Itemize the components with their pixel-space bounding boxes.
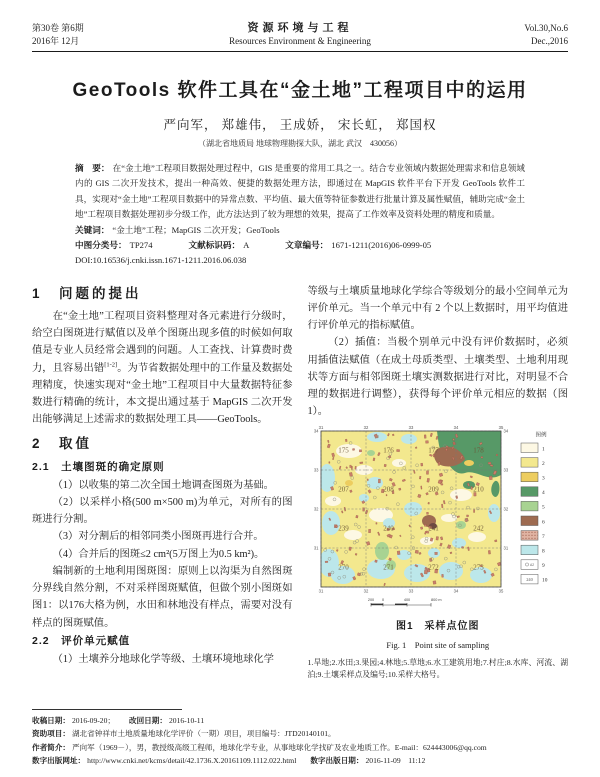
journal-name-en: Resources Environment & Engineering — [229, 36, 371, 46]
publish-date: 2016-11-09 11:12 — [365, 755, 426, 765]
svg-text:1: 1 — [541, 446, 545, 453]
article-no-label: 文章编号： — [285, 240, 329, 251]
fund-text: 湖北省钟祥市土地质量地球化学评价（一期）项目，项目编号：JTD20140101。 — [71, 729, 336, 739]
fund-label: 资助项目： — [32, 729, 70, 739]
list-item: （1）以收集的第二次全国土地调查图斑为基础。 — [52, 479, 274, 491]
figure-caption-cn: 图1 采样点位图 — [395, 621, 480, 633]
svg-text:208: 208 — [383, 485, 394, 494]
body-columns — [32, 283, 568, 691]
svg-text:33: 33 — [408, 425, 414, 431]
svg-text:210: 210 — [473, 485, 484, 494]
svg-text:34: 34 — [313, 429, 319, 435]
article-no-value: 1671-1211(2016)06-0999-05 — [331, 240, 432, 251]
svg-text:图例: 图例 — [535, 432, 547, 439]
list-item: （3）对分割后的相邻同类小图斑再进行合并。 — [52, 531, 264, 543]
doi-line: DOI:10.16536/j.cnki.issn.1671-1211.2016.06.038 — [75, 255, 247, 266]
svg-text:33: 33 — [408, 588, 414, 594]
author-bio-line — [32, 741, 568, 754]
digital-publish-line — [32, 754, 568, 767]
doc-code-value: A — [243, 240, 250, 251]
s1-text: 在“金土地”工程项目资料整理对各元素进行分级时，给空白图斑进行赋值以及单个图斑出现多值的时候如何取值是专业人员经常会遇到的问题。人工查找、计算费时费力，且容易出错 — [32, 311, 293, 374]
svg-text:34: 34 — [503, 429, 508, 435]
keywords-label: 关键词： — [75, 224, 110, 235]
received-dates-line — [32, 714, 568, 727]
svg-text:8: 8 — [541, 548, 545, 555]
abstract-text: 在“金土地”工程项目数据处理过程中，GIS 是重要的常用工具之一。结合专业领域内数据处理需求和信息领域内的 GIS 二次开发技术，提出一种高效、便捷的数据处理方法，即通过在 MapGIS 软件平台下开发 GeoTools 软件工具，实现对“金土地”工程项目数据中的异常点数、平均值、最大值等特征参数进行批量计算及属性赋值，辅助完成“金土地”工程项目数据处理初步分级工作，此方法达到了较为理想的效果，提高了工作效率及资料处理的精度和质量。 — [75, 163, 525, 220]
section-2-2-item1: （1）土壤养分地球化学等级、土壤环境地球化学 — [52, 653, 274, 665]
right-column — [308, 283, 569, 691]
svg-text:400: 400 — [403, 598, 410, 603]
journal-name-block — [142, 22, 458, 48]
abstract-paragraph — [75, 161, 525, 223]
header-rule — [32, 51, 568, 52]
svg-text:273: 273 — [473, 563, 484, 572]
svg-text:35: 35 — [498, 588, 504, 594]
section-2-2-item2: （2）插值：当极个别单元中没有评价数据时，必须用插值法赋值（在成土母质类型、土壤类型、土地利用现状等方面与相邻图斑土壤实测数据进行对比，对明显不合理的数据进行调整），获得每个评价单元相应的数据（图1）。 — [307, 337, 568, 418]
svg-text:34: 34 — [453, 588, 459, 594]
svg-text:31: 31 — [313, 546, 319, 552]
svg-text:32: 32 — [363, 425, 369, 431]
clc-label: 中图分类号： — [75, 240, 127, 251]
map-legend — [521, 431, 548, 584]
figure-caption-en: Fig. 1 Point site of sampling — [386, 639, 490, 650]
revised-date: 2016-10-11 — [168, 716, 205, 726]
issue-date-cn: 2016年 12月 — [32, 36, 80, 46]
svg-text:177: 177 — [428, 446, 439, 455]
left-column — [32, 283, 293, 691]
abstract-block — [75, 161, 525, 269]
doc-code-label: 文献标识码： — [188, 240, 241, 251]
svg-text:178: 178 — [473, 446, 484, 455]
svg-text:32: 32 — [503, 507, 508, 513]
publish-date-label: 数字出版日期： — [310, 755, 364, 765]
svg-text:9: 9 — [541, 563, 545, 570]
abstract-label: 摘 要： — [75, 163, 110, 173]
svg-text:35: 35 — [498, 425, 504, 431]
svg-text:5: 5 — [541, 505, 545, 512]
svg-text:A2: A2 — [529, 563, 534, 568]
bio-label: 作者简介： — [32, 742, 70, 752]
svg-text:239: 239 — [338, 524, 349, 533]
svg-text:0: 0 — [381, 598, 384, 603]
section-1-heading: 1 问题的提出 — [32, 285, 142, 301]
svg-text:33: 33 — [313, 468, 319, 474]
svg-text:207: 207 — [338, 485, 349, 494]
section-1-paragraph — [32, 308, 293, 428]
first-page-footnotes — [32, 709, 568, 767]
svg-text:209: 209 — [428, 485, 439, 494]
svg-text:176: 176 — [383, 446, 394, 455]
svg-text:34: 34 — [453, 425, 459, 431]
svg-text:31: 31 — [318, 588, 324, 594]
section-2-1-heading: 2.1 土壤图斑的确定原则 — [32, 460, 165, 473]
list-item: （4）合并后的图斑≤2 cm²(5万图上为0.5 km²)。 — [52, 548, 265, 560]
svg-text:31: 31 — [503, 546, 508, 552]
list-item: （2）以采样小格(500 m×500 m)为单元，对所有的图斑进行分割。 — [32, 497, 293, 526]
svg-text:240: 240 — [383, 524, 394, 533]
svg-text:241: 241 — [428, 524, 439, 533]
sampling-map — [309, 423, 567, 615]
received-date: 2016-09-20； — [71, 716, 115, 726]
journal-name-cn: 资源环境与工程 — [247, 22, 353, 34]
svg-text:800 m: 800 m — [430, 598, 442, 603]
fund-line — [32, 727, 568, 740]
svg-text:242: 242 — [473, 524, 484, 533]
figure-1 — [308, 423, 569, 681]
svg-text:270: 270 — [338, 563, 349, 572]
section-2-1-paragraph: 编制新的土地利用图斑图：原则上以沟渠为自然图斑分界线自然分割，不对采样图斑赋值，但做个别小图斑如图1：以176大格为例，水田和林地没有样点，需要对没有样点的图斑赋值。 — [32, 565, 293, 629]
volume-info-en — [458, 22, 568, 48]
svg-text:2: 2 — [541, 461, 545, 468]
revised-label: 改回日期： — [129, 716, 167, 726]
svg-text:4: 4 — [541, 490, 545, 497]
figure-note: 1.旱地;2.水田;3.果园;4.林地;5.草地;6.水工建筑用地;7.村庄;8.水库、河流、湖泊;9.土壤采样点及编号;10.采样大格号。 — [307, 657, 568, 680]
keywords-line — [75, 223, 525, 238]
section-2-2-heading: 2.2 评价单元赋值 — [32, 634, 131, 647]
svg-text:6: 6 — [541, 519, 545, 526]
author-list: 严向军， 郑雄伟， 王成娇， 宋长虹， 郑国权 — [163, 118, 437, 132]
svg-text:31: 31 — [318, 425, 324, 431]
svg-text:7: 7 — [541, 534, 545, 541]
clc-value: TP274 — [129, 240, 153, 251]
publish-url-label: 数字出版网址： — [32, 755, 86, 765]
issue-date-en: Dec.,2016 — [531, 36, 568, 46]
classification-line — [75, 238, 525, 253]
citation-ref: [1-2] — [104, 361, 118, 369]
affiliation: （湖北省地质局 地球物理勘探大队，湖北 武汉 430056） — [198, 139, 402, 148]
article-title: GeoTools 软件工具在“金土地”工程项目中的运用 — [72, 80, 528, 101]
issue-info — [32, 22, 142, 48]
volume-issue-en: Vol.30,No.6 — [524, 23, 568, 33]
publish-url: http://www.cnki.net/kcms/detail/42.1736.X.20161109.1112.022.html — [87, 755, 297, 765]
svg-text:32: 32 — [363, 588, 369, 594]
footnote-rule — [32, 709, 182, 710]
s1-text-cont: 。为节省数据处理中的工作量及数据处理精度，快速实现对“金土地”工程项目中大量数据特征参数进行精确的统计，本文提出通过基于 MapGIS 二次开发出能够满足上述需求的数据处理工具——GeoTools。 — [32, 362, 293, 426]
svg-text:32: 32 — [313, 507, 319, 513]
svg-text:240: 240 — [525, 577, 533, 583]
svg-text:175: 175 — [338, 446, 349, 455]
volume-issue-cn: 第30卷 第6期 — [32, 23, 84, 33]
svg-text:272: 272 — [428, 563, 439, 572]
svg-text:33: 33 — [503, 468, 508, 474]
svg-text:10: 10 — [541, 578, 548, 585]
journal-header — [32, 22, 568, 48]
bio-text: 严向军（1969－），男，教授级高级工程师，地球化学专业，从事地球化学找矿及农业地质工作。E-mail：624443006@qq.com — [71, 742, 487, 752]
section-2-heading: 2 取值 — [32, 436, 93, 452]
svg-text:200: 200 — [367, 598, 374, 603]
map-scale-bar — [368, 598, 442, 607]
svg-text:271: 271 — [383, 563, 394, 572]
svg-text:3: 3 — [541, 475, 545, 482]
keywords-text: “金土地”工程；MapGIS 二次开发；GeoTools — [112, 224, 280, 235]
received-label: 收稿日期： — [32, 716, 70, 726]
section-2-2-item1-cont: 等级与土壤质量地球化学综合等级划分的最小空间单元为评价单元。当一个单元中有 2 个以上数据时，用平均值进行评价单元的指标赋值。 — [307, 285, 568, 332]
